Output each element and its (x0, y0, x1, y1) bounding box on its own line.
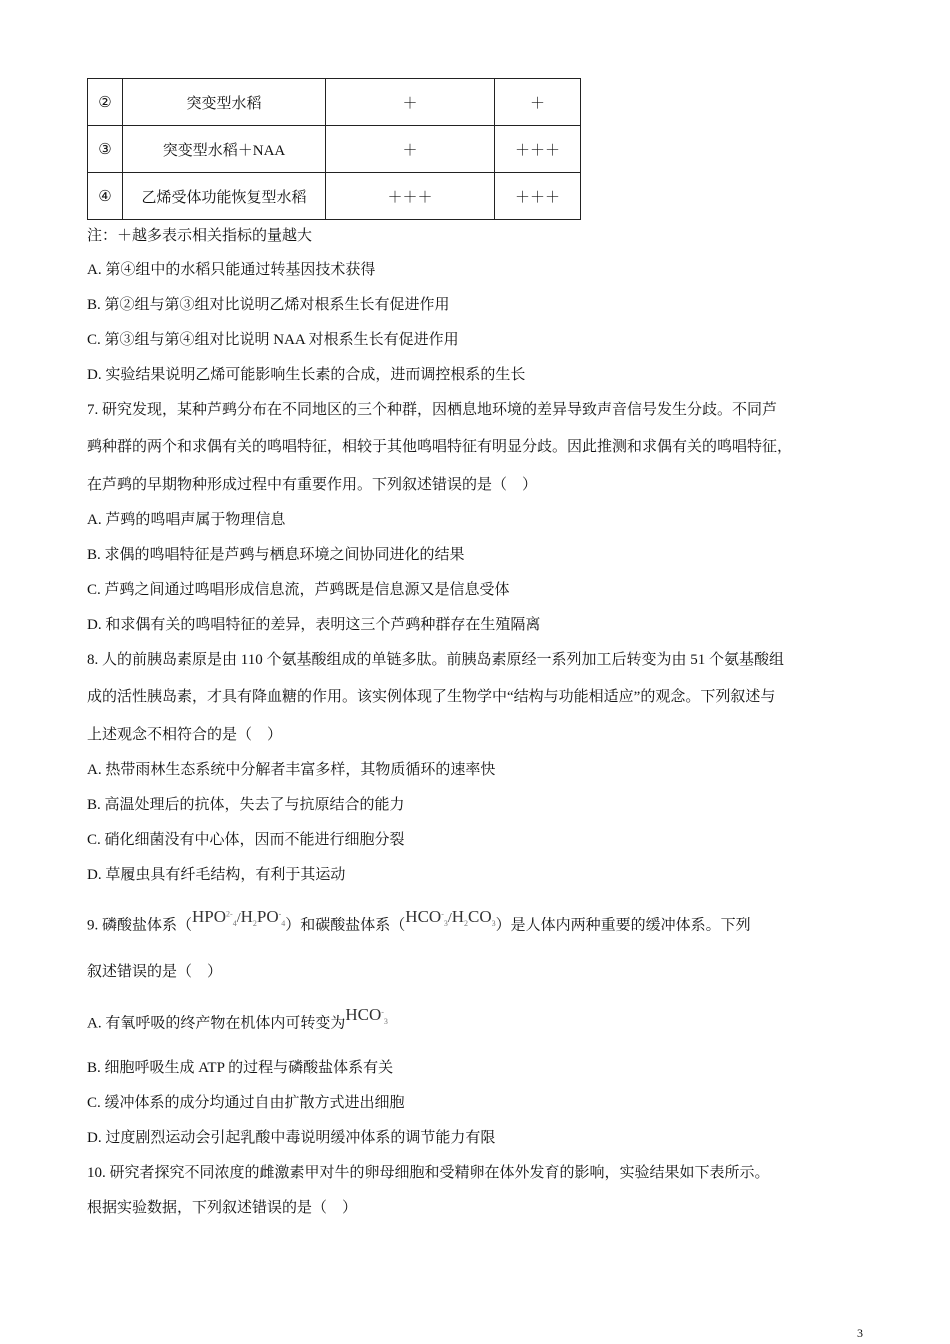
formula-sub: 3 (443, 918, 448, 928)
cell: ④ (88, 173, 123, 220)
formula-part: HPO (192, 906, 227, 926)
formula-part: CO (468, 906, 492, 926)
slash: / (236, 910, 241, 926)
formula-part: H (451, 906, 465, 926)
q7-stem: 鹀种群的两个和求偶有关的鸣唱特征，相较于其他鸣唱特征有明显分歧。因此推测和求偶有关的鸣唱特征， (87, 439, 793, 455)
slash: / (447, 910, 452, 926)
cell: ＋＋＋ (326, 173, 495, 220)
formula-hco3 (345, 1004, 388, 1026)
cell: 乙烯受体功能恢复型水稻 (123, 173, 326, 220)
q8-option-d: D. 草履虫具有纤毛结构，有利于其运动 (87, 867, 346, 883)
q6-option-b: B. 第②组与第③组对比说明乙烯对根系生长有促进作用 (87, 297, 450, 313)
q9-option-a (87, 1004, 388, 1039)
formula-sub: 2 (464, 918, 469, 928)
q8-option-a: A. 热带雨林生态系统中分解者丰富多样，其物质循环的速率快 (87, 762, 496, 778)
cell: 突变型水稻 (123, 79, 326, 126)
q9-option-c: C. 缓冲体系的成分均通过自由扩散方式进出细胞 (87, 1095, 405, 1111)
cell: ＋＋＋ (495, 173, 581, 220)
formula-part: H (240, 906, 253, 926)
formula-part: HCO (405, 906, 442, 926)
formula-sup: - (278, 909, 282, 918)
cell: ＋＋＋ (495, 126, 581, 173)
q8-option-c: C. 硝化细菌没有中心体，因而不能进行细胞分裂 (87, 832, 405, 848)
q6-option-c: C. 第③组与第④组对比说明 NAA 对根系生长有促进作用 (87, 332, 459, 348)
formula-hpo4 (192, 906, 286, 928)
q8-stem: 成的活性胰岛素，才具有降血糖的作用。该实例体现了生物学中“结构与功能相适应”的观念。下列叙述与 (87, 689, 776, 705)
formula-sub: 4 (232, 918, 237, 928)
formula-sub: 4 (281, 918, 286, 928)
q7-stem: 在芦鹀的早期物种形成过程中有重要作用。下列叙述错误的是（ ） (87, 477, 538, 493)
q9-option-b: B. 细胞呼吸生成 ATP 的过程与磷酸盐体系有关 (87, 1060, 394, 1076)
q6-option-d: D. 实验结果说明乙烯可能影响生长素的合成，进而调控根系的生长 (87, 367, 526, 383)
formula-sup: - (441, 909, 444, 918)
table-row (88, 126, 581, 173)
q10-stem: 根据实验数据，下列叙述错误的是（ ） (87, 1200, 358, 1216)
formula-sub: 3 (491, 918, 496, 928)
formula-part: PO (256, 906, 279, 926)
page-number: 3 (857, 1326, 863, 1340)
cell: ③ (88, 126, 123, 173)
q7-option-d: D. 和求偶有关的鸣唱特征的差异，表明这三个芦鹀种群存在生殖隔离 (87, 617, 541, 633)
formula-part: HCO (345, 1004, 382, 1024)
q9-stem-text: ）和碳酸盐体系（ (285, 917, 406, 934)
formula-sub: 3 (383, 1016, 388, 1026)
option-text: A. 有氧呼吸的终产物在机体内可转变为 (87, 1015, 346, 1032)
q8-stem: 8. 人的前胰岛素原是由 110 个氨基酸组成的单链多肽。前胰岛素原经一系列加工后转变为由 51 个氨基酸组 (87, 652, 784, 668)
q7-option-a: A. 芦鹀的鸣唱声属于物理信息 (87, 512, 286, 528)
cell: 突变型水稻＋NAA (123, 126, 326, 173)
table-row (88, 173, 581, 220)
cell: ② (88, 79, 123, 126)
q9-option-d: D. 过度剧烈运动会引起乳酸中毒说明缓冲体系的调节能力有限 (87, 1130, 496, 1146)
q6-option-a: A. 第④组中的水稻只能通过转基因技术获得 (87, 262, 376, 278)
q8-option-b: B. 高温处理后的抗体，失去了与抗原结合的能力 (87, 797, 405, 813)
formula-sup: 2- (226, 909, 233, 918)
q10-stem: 10. 研究者探究不同浓度的雌激素甲对牛的卵母细胞和受精卵在体外发育的影响，实验结果如下表所示。 (87, 1165, 770, 1181)
q9-stem (87, 906, 751, 941)
cell: ＋ (326, 126, 495, 173)
formula-hco3 (405, 906, 496, 928)
cell: ＋ (495, 79, 581, 126)
q9-stem-text: 9. 磷酸盐体系（ (87, 917, 193, 934)
q7-option-c: C. 芦鹀之间通过鸣唱形成信息流，芦鹀既是信息源又是信息受体 (87, 582, 510, 598)
formula-sub: 2 (252, 918, 257, 928)
table-note: 注：＋越多表示相关指标的量越大 (87, 228, 313, 244)
q8-stem: 上述观念不相符合的是（ ） (87, 727, 283, 743)
q9-stem-text: ）是人体内两种重要的缓冲体系。下列 (495, 917, 751, 934)
q7-option-b: B. 求偶的鸣唱特征是芦鹀与栖息环境之间协同进化的结果 (87, 547, 465, 563)
q9-stem: 叙述错误的是（ ） (87, 964, 223, 980)
cell: ＋ (326, 79, 495, 126)
formula-sup: - (381, 1007, 384, 1016)
q7-stem: 7. 研究发现，某种芦鹀分布在不同地区的三个种群，因栖息地环境的差异导致声音信号发生分歧。不同芦 (87, 402, 778, 418)
table-row (88, 79, 581, 126)
results-table (87, 78, 581, 220)
